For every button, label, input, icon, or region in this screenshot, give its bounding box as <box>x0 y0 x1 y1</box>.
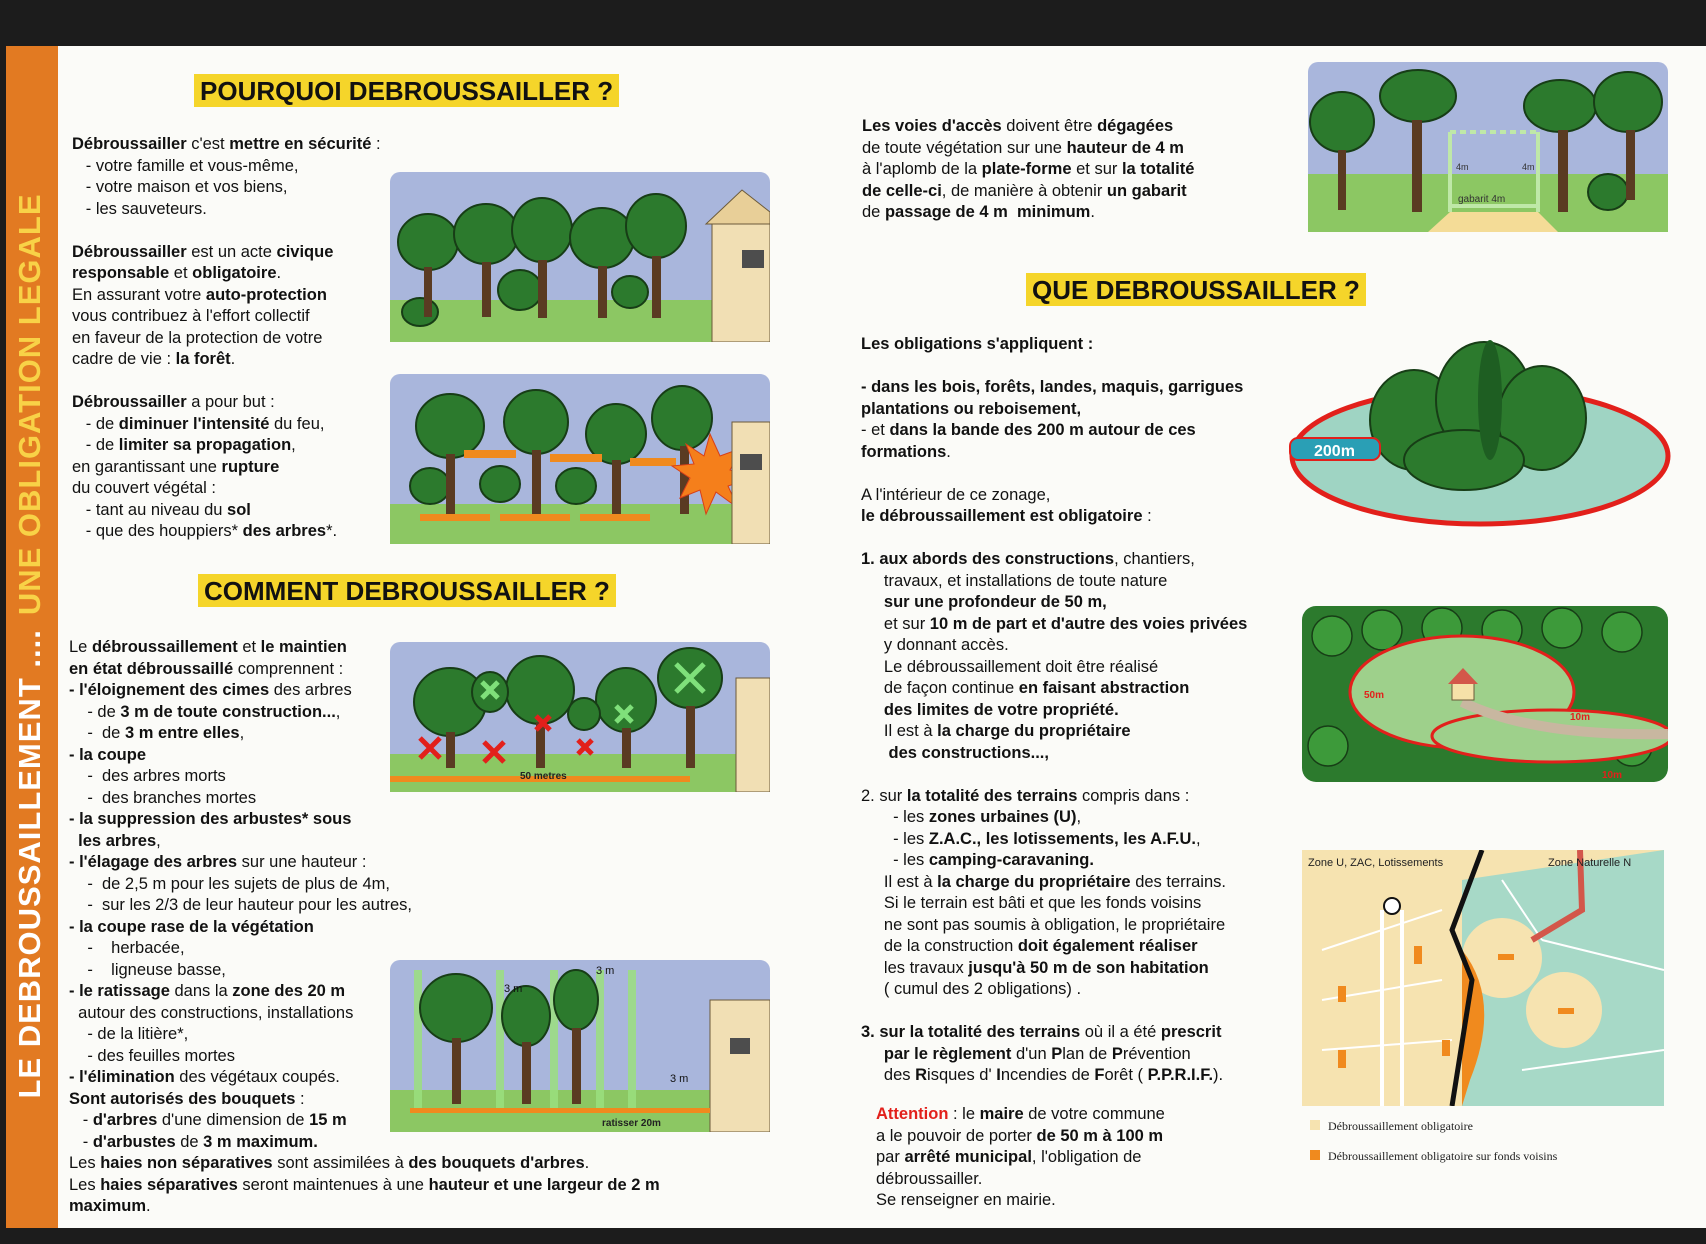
label-3m-c: 3 m <box>670 1073 689 1085</box>
illustration-raking <box>390 960 770 1132</box>
label-gabarit: gabarit 4m <box>1458 194 1506 205</box>
illustration-house-zone <box>1302 606 1668 782</box>
label-3m-b: 3 m <box>596 965 615 977</box>
label-10m-b: 10m <box>1602 770 1623 781</box>
title-pourquoi: POURQUOI DEBROUSSAILLER ? <box>194 74 619 107</box>
title-que: QUE DEBROUSSAILLER ? <box>1026 273 1366 306</box>
label-4m-right: 4m <box>1522 162 1535 172</box>
map-legend <box>1304 1116 1684 1174</box>
text-comment: Le débroussaillement et le maintien en état débroussaillé comprennent : - l'éloignement des cimes des arbres - de 3 m de toute construction..., - de 3 m entre elles, - la coupe - des arbres morts - des branches mortes - la suppression des arbustes* sous les arbres, - l'élagage des arbres sur une hauteur : - de 2,5 m pour les sujets de plus de 4m, - sur les 2/3 de leur hauteur pour les autres, - la coupe rase de la végétation - herbacée, - ligneuse basse, - le ratissage dans la zone des 20 m autour des constructions, installations - de la litière*, - des feuilles mortes - l'élimination des végétaux coupés. Sont autorisés des bouquets : - d'arbres d'une dimension de 15 m - d'arbustes de 3 m maximum. Les haies non séparatives sont assimilées à des bouquets d'arbres. Les haies séparatives seront maintenues à une hauteur et une largeur de 2 m maximum. <box>69 638 660 1215</box>
label-10m-a: 10m <box>1570 712 1591 723</box>
legend-item-2: Débroussaillement obligatoire sur fonds voisins <box>1328 1149 1558 1163</box>
label-ratisser: ratisser 20m <box>602 1118 661 1129</box>
label-50-metres: 50 metres <box>520 771 567 782</box>
illustration-zoning-map <box>1302 850 1664 1106</box>
text-que: Les obligations s'appliquent : - dans les bois, forêts, landes, maquis, garrigues plantations ou reboisement, - et dans la bande des 200 m autour de ces formations. A l'intérieur de ce zonage, le débroussaillement est obligatoire : 1. aux abords des constructions, chantiers, travaux, et installations de toute nature sur une profondeur de 50 m, et sur 10 m de part et d'autre des voies privées y donnant accès. Le débroussaillement doit être réalisé de façon continue en faisant abstraction des limites de votre propriété. Il est à la charge du propriétaire des constructions..., 2. sur la totalité des terrains compris dans : - les zones urbaines (U), - les Z.A.C., les lotissements, les A.F.U., - les camping-caravaning. Il est à la charge du propriétaire des terrains. Si le terrain est bâti et que les fonds voisins ne sont pas soumis à obligation, le propriétaire de la construction doit également réaliser les travaux jusqu'à 50 m de son habitation ( cumul des 2 obligations) . 3. sur la totalité des terrains où il a été prescrit par le règlement d'un Plan de Prévention des Risques d' Incendies de Forêt ( P.P.R.I.F.). <box>861 335 1248 1084</box>
title-comment: COMMENT DEBROUSSAILLER ? <box>198 574 616 607</box>
side-band <box>6 46 58 1228</box>
side-band-title: LE DEBROUSSAILLEMENT ....UNE OBLIGATION LEGALE <box>12 193 47 1099</box>
illustration-200m-zone <box>1284 310 1676 530</box>
brochure-page <box>6 46 1706 1228</box>
label-50m: 50m <box>1364 690 1385 701</box>
label-3m-a: 3 m <box>504 983 523 995</box>
text-attention: Attention : le maire de votre commune a le pouvoir de porter de 50 m à 100 m par arrêté municipal, l'obligation de débroussailler. Se renseigner en mairie. <box>876 1105 1165 1209</box>
text-pourquoi-1: Débroussailler c'est mettre en sécurité : - votre famille et vous-même, - votre maison et vos biens, - les sauveteurs. Débroussailler est un acte civique responsable et obligatoire. En assurant votre auto-protection vous contribuez à l'effort collectif en faveur de la protection de votre cadre de vie : la forêt. Débroussailler a pour but : - de diminuer l'intensité du feu, - de limiter sa propagation, en garantissant une rupture du couvert végétal : - tant au niveau du sol - que des houppiers* des arbres*. <box>72 135 381 540</box>
illustration-forest-house <box>390 172 770 342</box>
illustration-road-clearance <box>1308 62 1668 232</box>
illustration-cutting <box>390 642 770 792</box>
map-label-zone-n: Zone Naturelle N <box>1548 857 1632 869</box>
label-4m-left: 4m <box>1456 162 1469 172</box>
illustration-fire-spread <box>390 374 770 544</box>
legend-item-1: Débroussaillement obligatoire <box>1328 1119 1473 1133</box>
map-label-zone-u: Zone U, ZAC, Lotissements <box>1308 857 1444 869</box>
label-200m: 200m <box>1314 443 1355 460</box>
text-voies: Les voies d'accès doivent être dégagées de toute végétation sur une hauteur de 4 m à l'aplomb de la plate-forme et sur la totalité de celle-ci, de manière à obtenir un gabarit de passage de 4 m minimum. <box>862 117 1195 221</box>
